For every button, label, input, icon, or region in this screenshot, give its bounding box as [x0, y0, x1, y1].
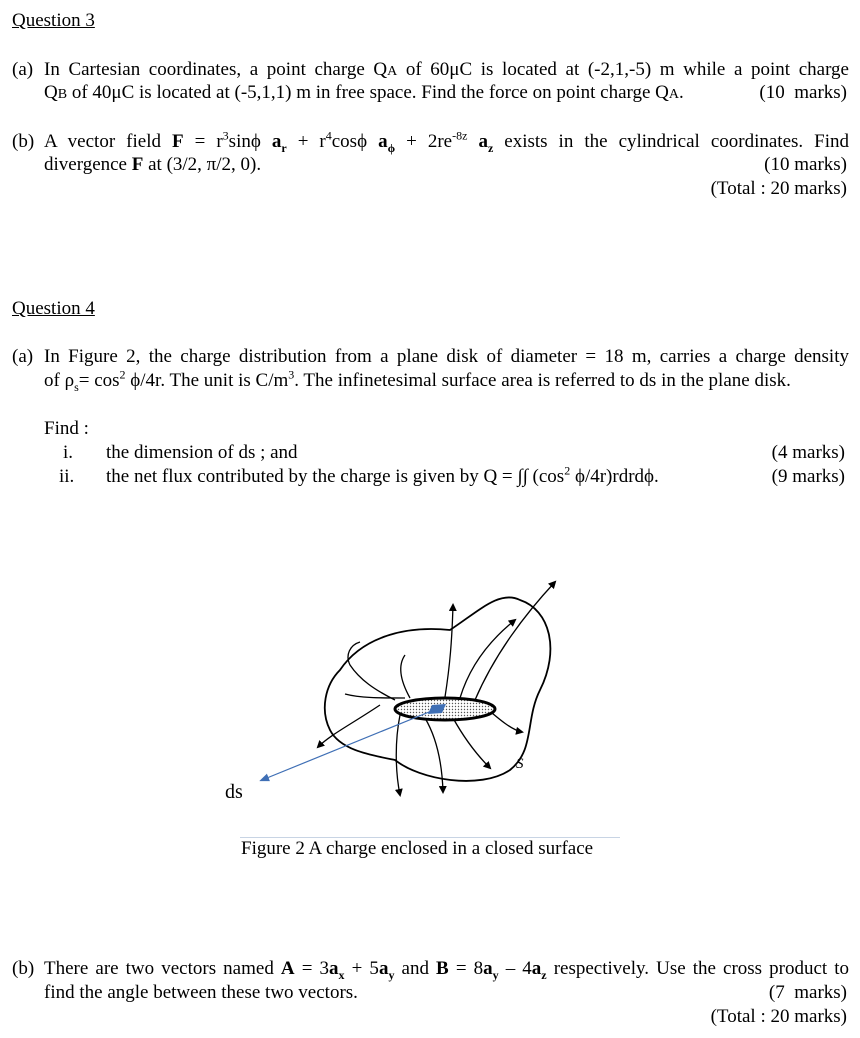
s-label: S	[516, 756, 524, 772]
figure-2-caption: Figure 2 A charge enclosed in a closed surface	[241, 838, 594, 859]
q4-a-label: (a)	[12, 346, 34, 367]
q4-a-line1: In Figure 2, the charge distribution from a plane disk of diameter = 18 m, carries a charge density	[44, 346, 849, 367]
q3-b-marks: (10 marks)	[764, 154, 847, 175]
closed-surface-s	[325, 597, 551, 781]
question-4-heading: Question 4	[12, 298, 95, 319]
q3-b-line2: divergence F at (3/2, π/2, 0).	[44, 154, 262, 175]
figure-2-diagram	[220, 570, 640, 810]
q3-b-label: (b)	[12, 131, 35, 152]
q3-b-line1: A vector field $F = r^3\sin\phi$ $a_r + r^4\cos\phi$ $a_\phi + 2re^{-8z}$ $a_z$ exists in the cylindrical coordinates. Find	[44, 128, 850, 155]
q3-a-label: (a)	[12, 59, 34, 80]
q4-item-ii-marks: (9 marks)	[771, 466, 845, 487]
q4-item-ii-text: the net flux contributed by the charge is given by Q = ∫∫ ($\cos^2$ ϕ/4r)rdrdϕ.	[106, 463, 659, 487]
ds-vector-arrow	[262, 710, 434, 780]
question-3-heading: Question 3	[12, 10, 95, 31]
q3-a-line2: QB of 40μC is located at (-5,1,1) m in free space. Find the force on point charge QA.	[44, 82, 684, 103]
q3-a-line1: In Cartesian coordinates, a point charge QA of 60μC is located at (-2,1,-5) m while a point charge	[44, 59, 849, 80]
charged-disk	[395, 698, 495, 720]
q4-b-label: (b)	[12, 958, 35, 979]
q3-a-marks: (10 marks)	[759, 82, 847, 103]
q3-total: (Total : 20 marks)	[710, 178, 847, 199]
q4-item-i-num: i.	[63, 442, 74, 463]
q4-item-i-text: the dimension of ds ; and	[106, 442, 298, 463]
q4-item-i-marks: (4 marks)	[771, 442, 845, 463]
q4-a-line2: of $\rho_s= \cos^2 \phi/4r$. The unit is $C/m^3$. The infinetesimal surface area is referred to ds in the plane disk.	[44, 367, 791, 394]
q4-total: (Total : 20 marks)	[710, 1006, 847, 1027]
q4-b-line1: There are two vectors named $A = 3a_x + 5a_y$ and $B = 8a_y - 4a_z$ respectively. Use the cross product to	[44, 958, 850, 982]
ds-label: ds	[225, 781, 243, 803]
q4-item-ii-num: ii.	[59, 466, 75, 487]
q4-find-label: Find :	[44, 418, 89, 439]
q4-b-line2: find the angle between these two vectors.	[44, 982, 358, 1003]
q4-b-marks: (7 marks)	[768, 982, 847, 1003]
